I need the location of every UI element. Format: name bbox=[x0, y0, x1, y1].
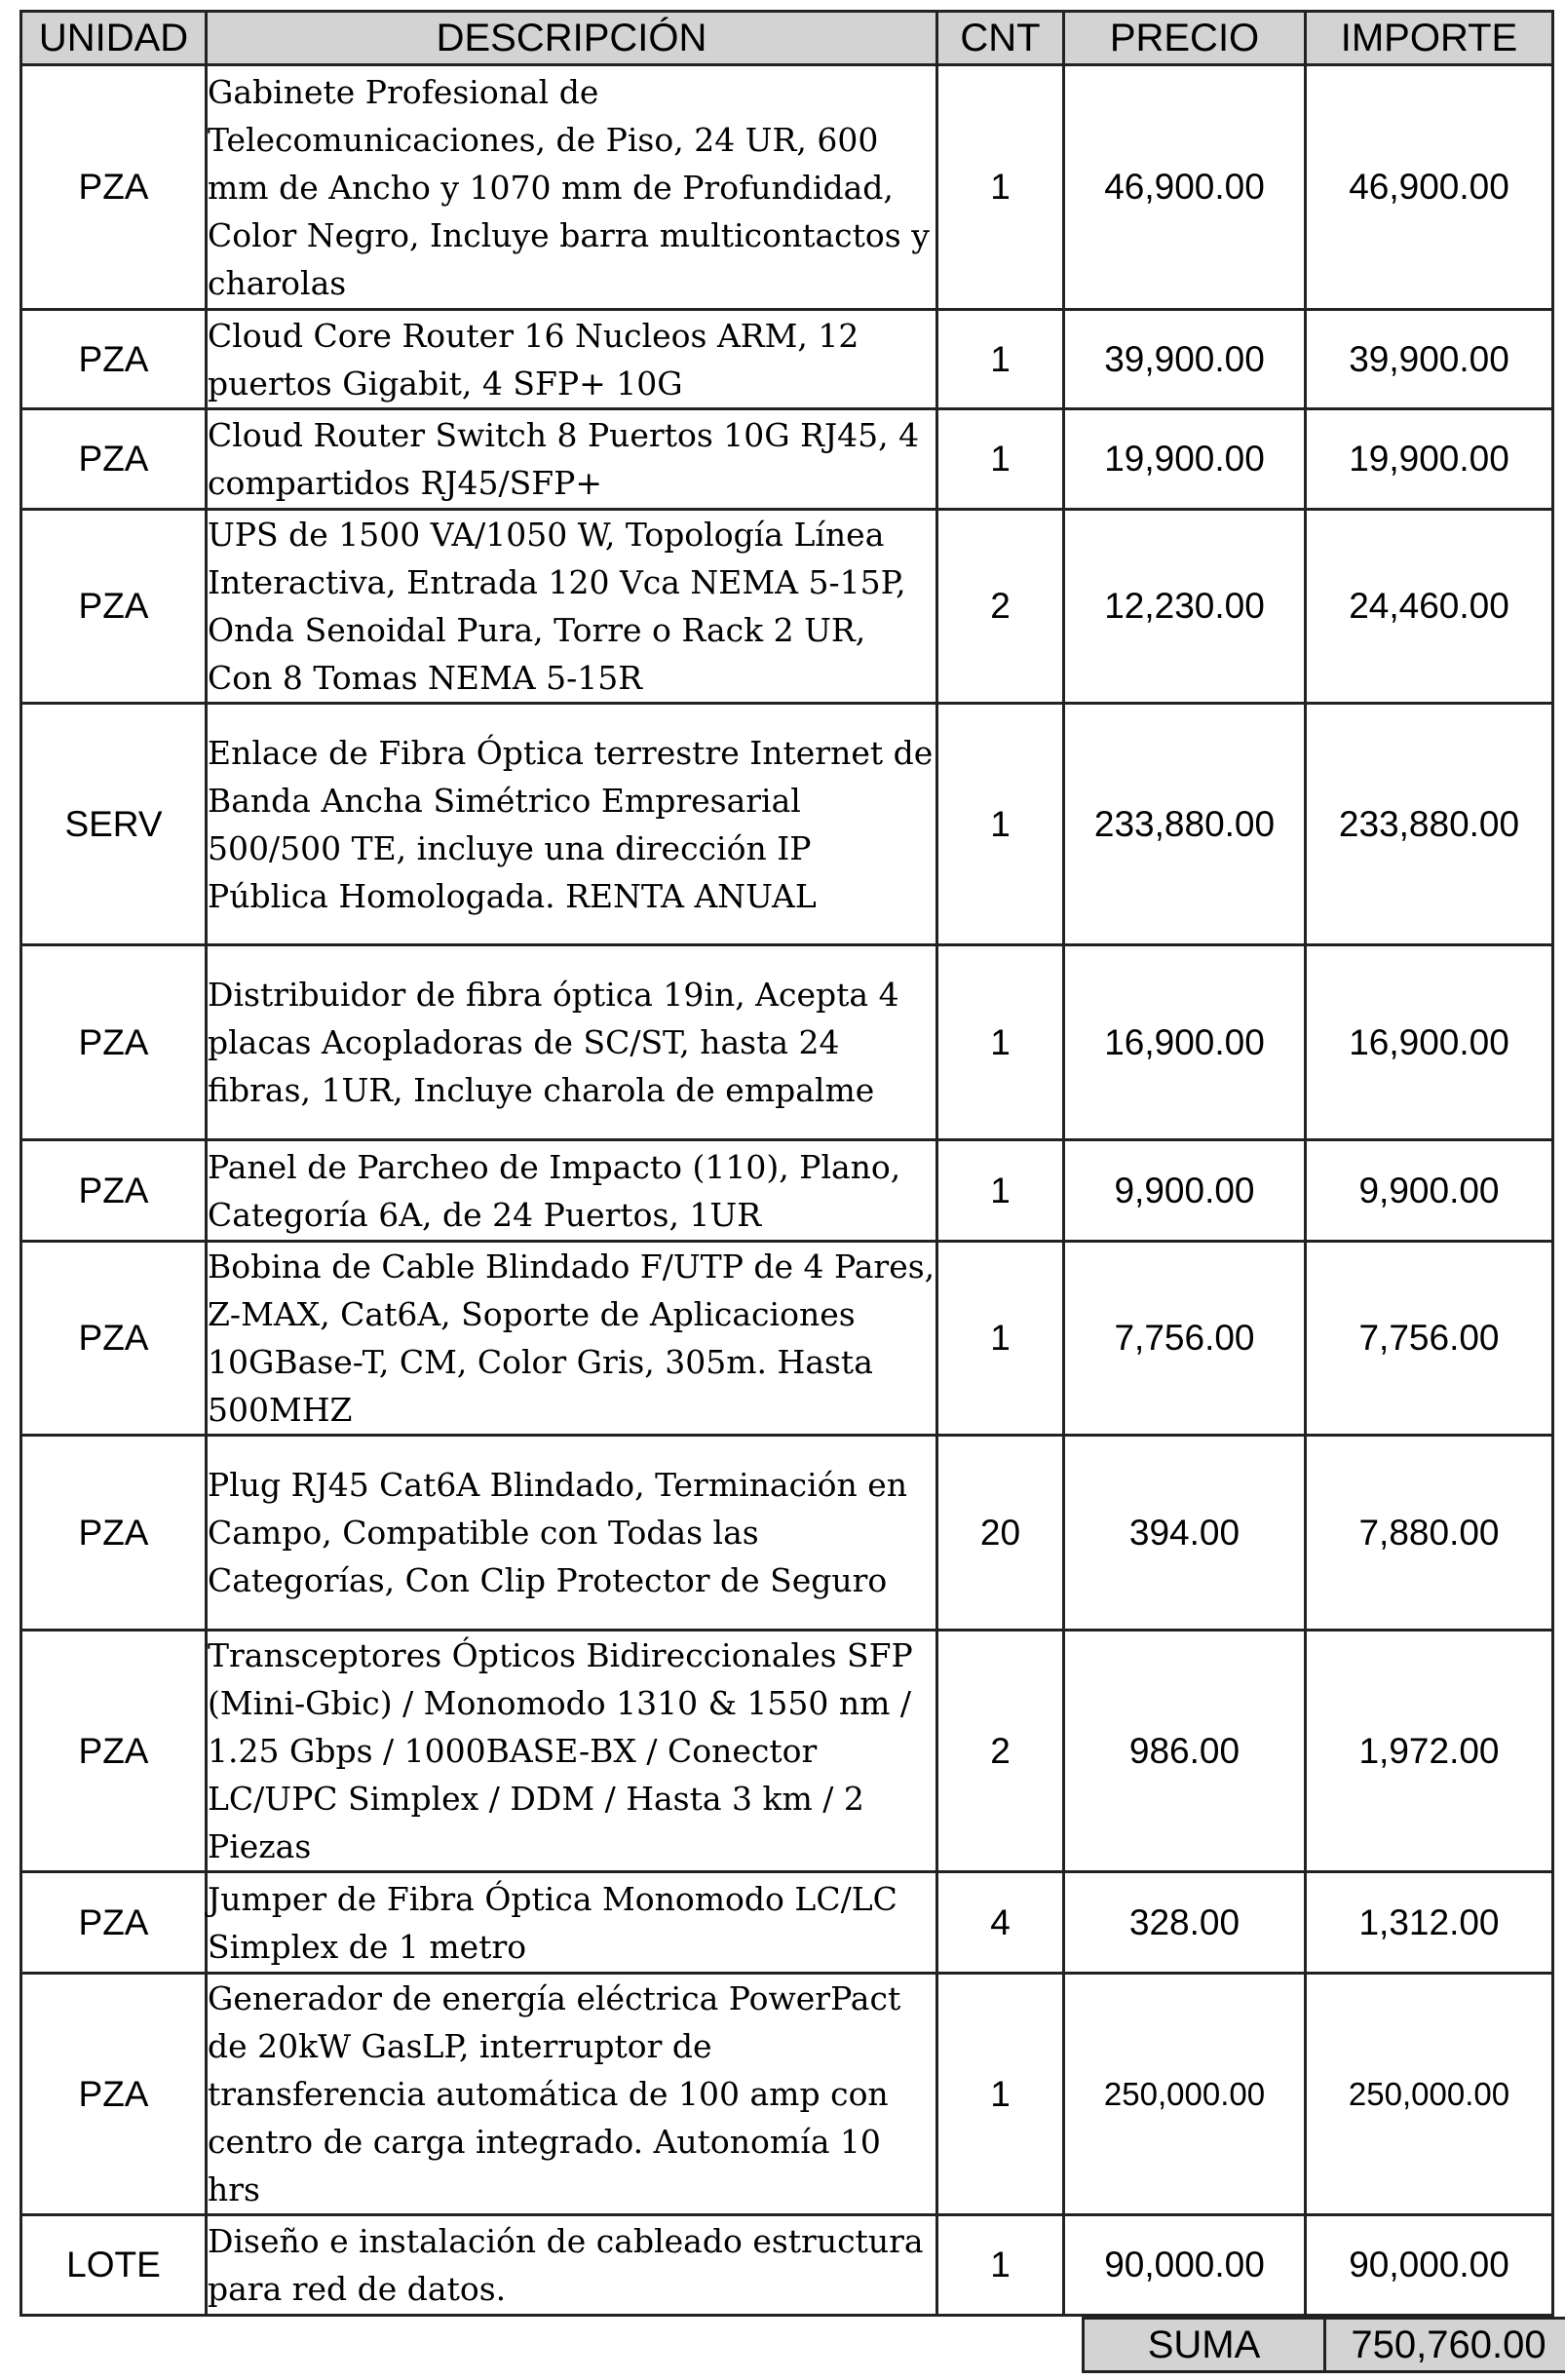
table-row bbox=[21, 2215, 1553, 2316]
cell-unit: PZA bbox=[21, 1242, 207, 1436]
cell-unit: PZA bbox=[21, 1631, 207, 1872]
cell-unit: PZA bbox=[21, 945, 207, 1140]
cell-price: 394.00 bbox=[1064, 1436, 1306, 1631]
table-row bbox=[21, 1631, 1553, 1872]
table-row bbox=[21, 945, 1553, 1140]
cell-qty: 1 bbox=[937, 65, 1064, 310]
table-row bbox=[21, 310, 1553, 409]
cell-qty: 1 bbox=[937, 310, 1064, 409]
cell-unit: PZA bbox=[21, 65, 207, 310]
table-row bbox=[21, 1974, 1553, 2215]
header-row bbox=[21, 12, 1553, 65]
table-row bbox=[21, 510, 1553, 704]
cell-unit: PZA bbox=[21, 510, 207, 704]
cell-amount: 1,312.00 bbox=[1306, 1872, 1553, 1974]
cell-amount: 19,900.00 bbox=[1306, 409, 1553, 510]
cell-amount: 9,900.00 bbox=[1306, 1140, 1553, 1242]
table-body bbox=[21, 65, 1553, 2316]
cell-amount: 7,880.00 bbox=[1306, 1436, 1553, 1631]
cell-amount: 1,972.00 bbox=[1306, 1631, 1553, 1872]
cell-qty: 20 bbox=[937, 1436, 1064, 1631]
table-row bbox=[21, 704, 1553, 945]
cell-qty: 1 bbox=[937, 1974, 1064, 2215]
cell-qty: 1 bbox=[937, 409, 1064, 510]
cell-amount: 90,000.00 bbox=[1306, 2215, 1553, 2316]
cell-unit: SERV bbox=[21, 704, 207, 945]
cell-description: Panel de Parcheo de Impacto (110), Plano, Categoría 6A, de 24 Puertos, 1UR bbox=[207, 1140, 937, 1242]
cell-price: 233,880.00 bbox=[1064, 704, 1306, 945]
table-row bbox=[21, 65, 1553, 310]
cell-description: Diseño e instalación de cableado estructura para red de datos. bbox=[207, 2215, 937, 2316]
table-header bbox=[21, 12, 1553, 65]
cell-unit: PZA bbox=[21, 310, 207, 409]
cell-price: 7,756.00 bbox=[1064, 1242, 1306, 1436]
cell-qty: 1 bbox=[937, 2215, 1064, 2316]
cell-price: 39,900.00 bbox=[1064, 310, 1306, 409]
cell-unit: LOTE bbox=[21, 2215, 207, 2316]
cell-qty: 1 bbox=[937, 1140, 1064, 1242]
cell-qty: 2 bbox=[937, 510, 1064, 704]
cell-description: Distribuidor de fibra óptica 19in, Acepta 4 placas Acopladoras de SC/ST, hasta 24 fibras, 1UR, Incluye charola de empalme bbox=[207, 945, 937, 1140]
table-row bbox=[21, 1872, 1553, 1974]
cell-price: 986.00 bbox=[1064, 1631, 1306, 1872]
table-row bbox=[21, 1242, 1553, 1436]
totals-row bbox=[1084, 2319, 1565, 2372]
cell-unit: PZA bbox=[21, 409, 207, 510]
cell-description: Generador de energía eléctrica PowerPact de 20kW GasLP, interruptor de transferencia automática de 100 amp con centro de carga integrado. Autonomía 10 hrs bbox=[207, 1974, 937, 2215]
quote-table bbox=[19, 10, 1554, 2317]
cell-qty: 1 bbox=[937, 704, 1064, 945]
header-price: PRECIO bbox=[1064, 12, 1306, 65]
cell-price: 16,900.00 bbox=[1064, 945, 1306, 1140]
cell-amount: 24,460.00 bbox=[1306, 510, 1553, 704]
cell-amount: 233,880.00 bbox=[1306, 704, 1553, 945]
table-row bbox=[21, 409, 1553, 510]
cell-unit: PZA bbox=[21, 1872, 207, 1974]
cell-amount: 46,900.00 bbox=[1306, 65, 1553, 310]
table-row bbox=[21, 1436, 1553, 1631]
cell-amount: 16,900.00 bbox=[1306, 945, 1553, 1140]
cell-price: 328.00 bbox=[1064, 1872, 1306, 1974]
cell-unit: PZA bbox=[21, 1974, 207, 2215]
cell-description: UPS de 1500 VA/1050 W, Topología Línea Interactiva, Entrada 120 Vca NEMA 5-15P, Onda Senoidal Pura, Torre o Rack 2 UR, Con 8 Tomas NEMA 5-15R bbox=[207, 510, 937, 704]
cell-price: 90,000.00 bbox=[1064, 2215, 1306, 2316]
cell-amount: 250,000.00 bbox=[1306, 1974, 1553, 2215]
table-row bbox=[21, 1140, 1553, 1242]
cell-qty: 2 bbox=[937, 1631, 1064, 1872]
cell-amount: 39,900.00 bbox=[1306, 310, 1553, 409]
cell-amount: 7,756.00 bbox=[1306, 1242, 1553, 1436]
cell-description: Cloud Router Switch 8 Puertos 10G RJ45, 4 compartidos RJ45/SFP+ bbox=[207, 409, 937, 510]
cell-unit: PZA bbox=[21, 1436, 207, 1631]
total-label: SUMA bbox=[1084, 2319, 1325, 2372]
header-description: DESCRIPCIÓN bbox=[207, 12, 937, 65]
cell-price: 12,230.00 bbox=[1064, 510, 1306, 704]
cell-description: Jumper de Fibra Óptica Monomodo LC/LC Simplex de 1 metro bbox=[207, 1872, 937, 1974]
cell-price: 46,900.00 bbox=[1064, 65, 1306, 310]
cell-description: Enlace de Fibra Óptica terrestre Internet de Banda Ancha Simétrico Empresarial 500/500 TE, incluye una dirección IP Pública Homologada. RENTA ANUAL bbox=[207, 704, 937, 945]
cell-unit: PZA bbox=[21, 1140, 207, 1242]
cell-qty: 4 bbox=[937, 1872, 1064, 1974]
header-unit: UNIDAD bbox=[21, 12, 207, 65]
cell-description: Gabinete Profesional de Telecomunicaciones, de Piso, 24 UR, 600 mm de Ancho y 1070 mm de Profundidad, Color Negro, Incluye barra multicontactos y charolas bbox=[207, 65, 937, 310]
cell-description: Cloud Core Router 16 Nucleos ARM, 12 puertos Gigabit, 4 SFP+ 10G bbox=[207, 310, 937, 409]
quote-container bbox=[19, 10, 1551, 2366]
header-amount: IMPORTE bbox=[1306, 12, 1553, 65]
cell-price: 9,900.00 bbox=[1064, 1140, 1306, 1242]
cell-qty: 1 bbox=[937, 1242, 1064, 1436]
totals-table bbox=[1082, 2317, 1565, 2373]
cell-qty: 1 bbox=[937, 945, 1064, 1140]
total-value: 750,760.00 bbox=[1325, 2319, 1565, 2372]
cell-description: Bobina de Cable Blindado F/UTP de 4 Pares, Z-MAX, Cat6A, Soporte de Aplicaciones 10GBase-T, CM, Color Gris, 305m. Hasta 500MHZ bbox=[207, 1242, 937, 1436]
cell-price: 250,000.00 bbox=[1064, 1974, 1306, 2215]
header-qty: CNT bbox=[937, 12, 1064, 65]
cell-description: Plug RJ45 Cat6A Blindado, Terminación en Campo, Compatible con Todas las Categorías, Con Clip Protector de Seguro bbox=[207, 1436, 937, 1631]
cell-description: Transceptores Ópticos Bidireccionales SFP (Mini-Gbic) / Monomodo 1310 & 1550 nm / 1.25 Gbps / 1000BASE-BX / Conector LC/UPC Simplex / DDM / Hasta 3 km / 2 Piezas bbox=[207, 1631, 937, 1872]
cell-price: 19,900.00 bbox=[1064, 409, 1306, 510]
